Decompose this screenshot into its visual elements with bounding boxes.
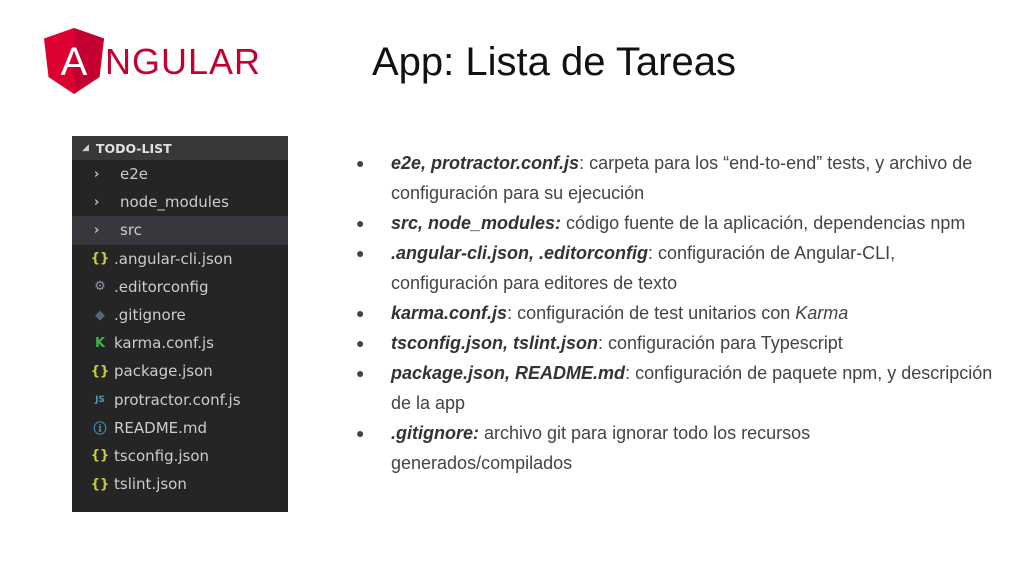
- bullet-term: e2e, protractor.conf.js: [391, 153, 580, 173]
- bullet-description: : configuración de paquete npm, y descripción de la app: [391, 363, 993, 413]
- bullet-term: tsconfig.json, tslint.json: [391, 333, 598, 353]
- bullet-dot: ●: [356, 365, 365, 381]
- bullet-description: : configuración de test unitarios con: [507, 303, 796, 323]
- bullet-term: .angular-cli.json, .editorconfig: [391, 243, 649, 263]
- tree-file[interactable]: [72, 470, 288, 498]
- bullet-dot: ●: [356, 335, 365, 351]
- tree-item-label: node_modules: [120, 193, 229, 212]
- tree-file[interactable]: [72, 414, 288, 442]
- tree-item-label: README.md: [114, 418, 208, 437]
- git-diamond-icon: ◆: [95, 307, 105, 323]
- json-braces-icon: {}: [90, 363, 110, 379]
- tree-file[interactable]: [72, 357, 288, 385]
- description-item: [356, 328, 996, 358]
- karma-icon: K: [94, 335, 106, 351]
- tree-item-label: .gitignore: [114, 306, 186, 325]
- tree-item-label: .editorconfig: [114, 277, 209, 296]
- tree-file[interactable]: [72, 301, 288, 329]
- tree-folder[interactable]: [72, 216, 288, 244]
- tree-file[interactable]: [72, 245, 288, 273]
- description-item: [356, 358, 996, 418]
- tree-file[interactable]: [72, 329, 288, 357]
- chevron-right-icon: ›: [94, 194, 100, 210]
- gear-icon: ⚙: [94, 279, 106, 295]
- description-list: [356, 148, 996, 478]
- bullet-term: .gitignore:: [391, 423, 479, 443]
- tree-item-label: tsconfig.json: [114, 446, 210, 465]
- bullet-dot: ●: [356, 245, 365, 261]
- explorer-root-label: TODO-LIST: [95, 140, 172, 156]
- bullet-description: archivo git para ignorar todo los recursos generados/compilados: [391, 423, 811, 473]
- bullet-emphasis: Karma: [795, 303, 849, 323]
- angular-logo: [44, 28, 261, 94]
- bullet-dot: ●: [356, 155, 365, 171]
- tree-item-label: tslint.json: [114, 475, 187, 494]
- chevron-right-icon: ›: [94, 166, 100, 182]
- description-item: [356, 148, 996, 208]
- angular-shield-icon: [44, 28, 104, 94]
- tree-file[interactable]: [72, 442, 288, 470]
- description-item: [356, 298, 996, 328]
- description-item: [356, 418, 996, 478]
- description-item: [356, 208, 996, 238]
- tree-folder[interactable]: [72, 160, 288, 188]
- chevron-down-icon: ◢: [82, 143, 89, 153]
- chevron-right-icon: ›: [94, 222, 100, 238]
- bullet-description: : configuración de Angular-CLI, configuración para editores de texto: [391, 243, 896, 293]
- bullet-dot: ●: [356, 305, 365, 321]
- json-braces-icon: {}: [90, 476, 110, 492]
- file-explorer-panel: [72, 136, 288, 512]
- bullet-dot: ●: [356, 425, 365, 441]
- bullet-term: karma.conf.js: [391, 303, 508, 323]
- angular-logo-text: NGULAR: [105, 41, 262, 82]
- tree-item-label: package.json: [114, 362, 213, 381]
- bullet-term: package.json, README.md: [391, 363, 626, 383]
- javascript-icon: JS: [95, 394, 105, 405]
- tree-item-label: .angular-cli.json: [114, 249, 233, 268]
- tree-item-label: src: [120, 221, 142, 240]
- info-icon: ⓘ: [93, 422, 107, 438]
- json-braces-icon: {}: [90, 251, 110, 267]
- bullet-dot: ●: [356, 215, 365, 231]
- tree-file[interactable]: [72, 386, 288, 414]
- slide-title: App: Lista de Tareas: [372, 40, 736, 84]
- tree-file[interactable]: [72, 273, 288, 301]
- tree-item-label: protractor.conf.js: [114, 390, 241, 409]
- angular-logo-letter: A: [60, 40, 88, 84]
- bullet-description: : configuración para Typescript: [598, 333, 843, 353]
- tree-folder[interactable]: [72, 188, 288, 216]
- description-item: [356, 238, 996, 298]
- bullet-description: código fuente de la aplicación, dependencias npm: [561, 213, 966, 233]
- bullet-term: src, node_modules:: [391, 213, 562, 233]
- json-braces-icon: {}: [90, 448, 110, 464]
- bullet-description: : carpeta para los “end-to-end” tests, y archivo de configuración para su ejecución: [391, 153, 973, 203]
- tree-item-label: e2e: [120, 165, 149, 184]
- explorer-root-folder[interactable]: [72, 136, 288, 160]
- file-tree: [72, 160, 288, 498]
- tree-item-label: karma.conf.js: [114, 334, 214, 353]
